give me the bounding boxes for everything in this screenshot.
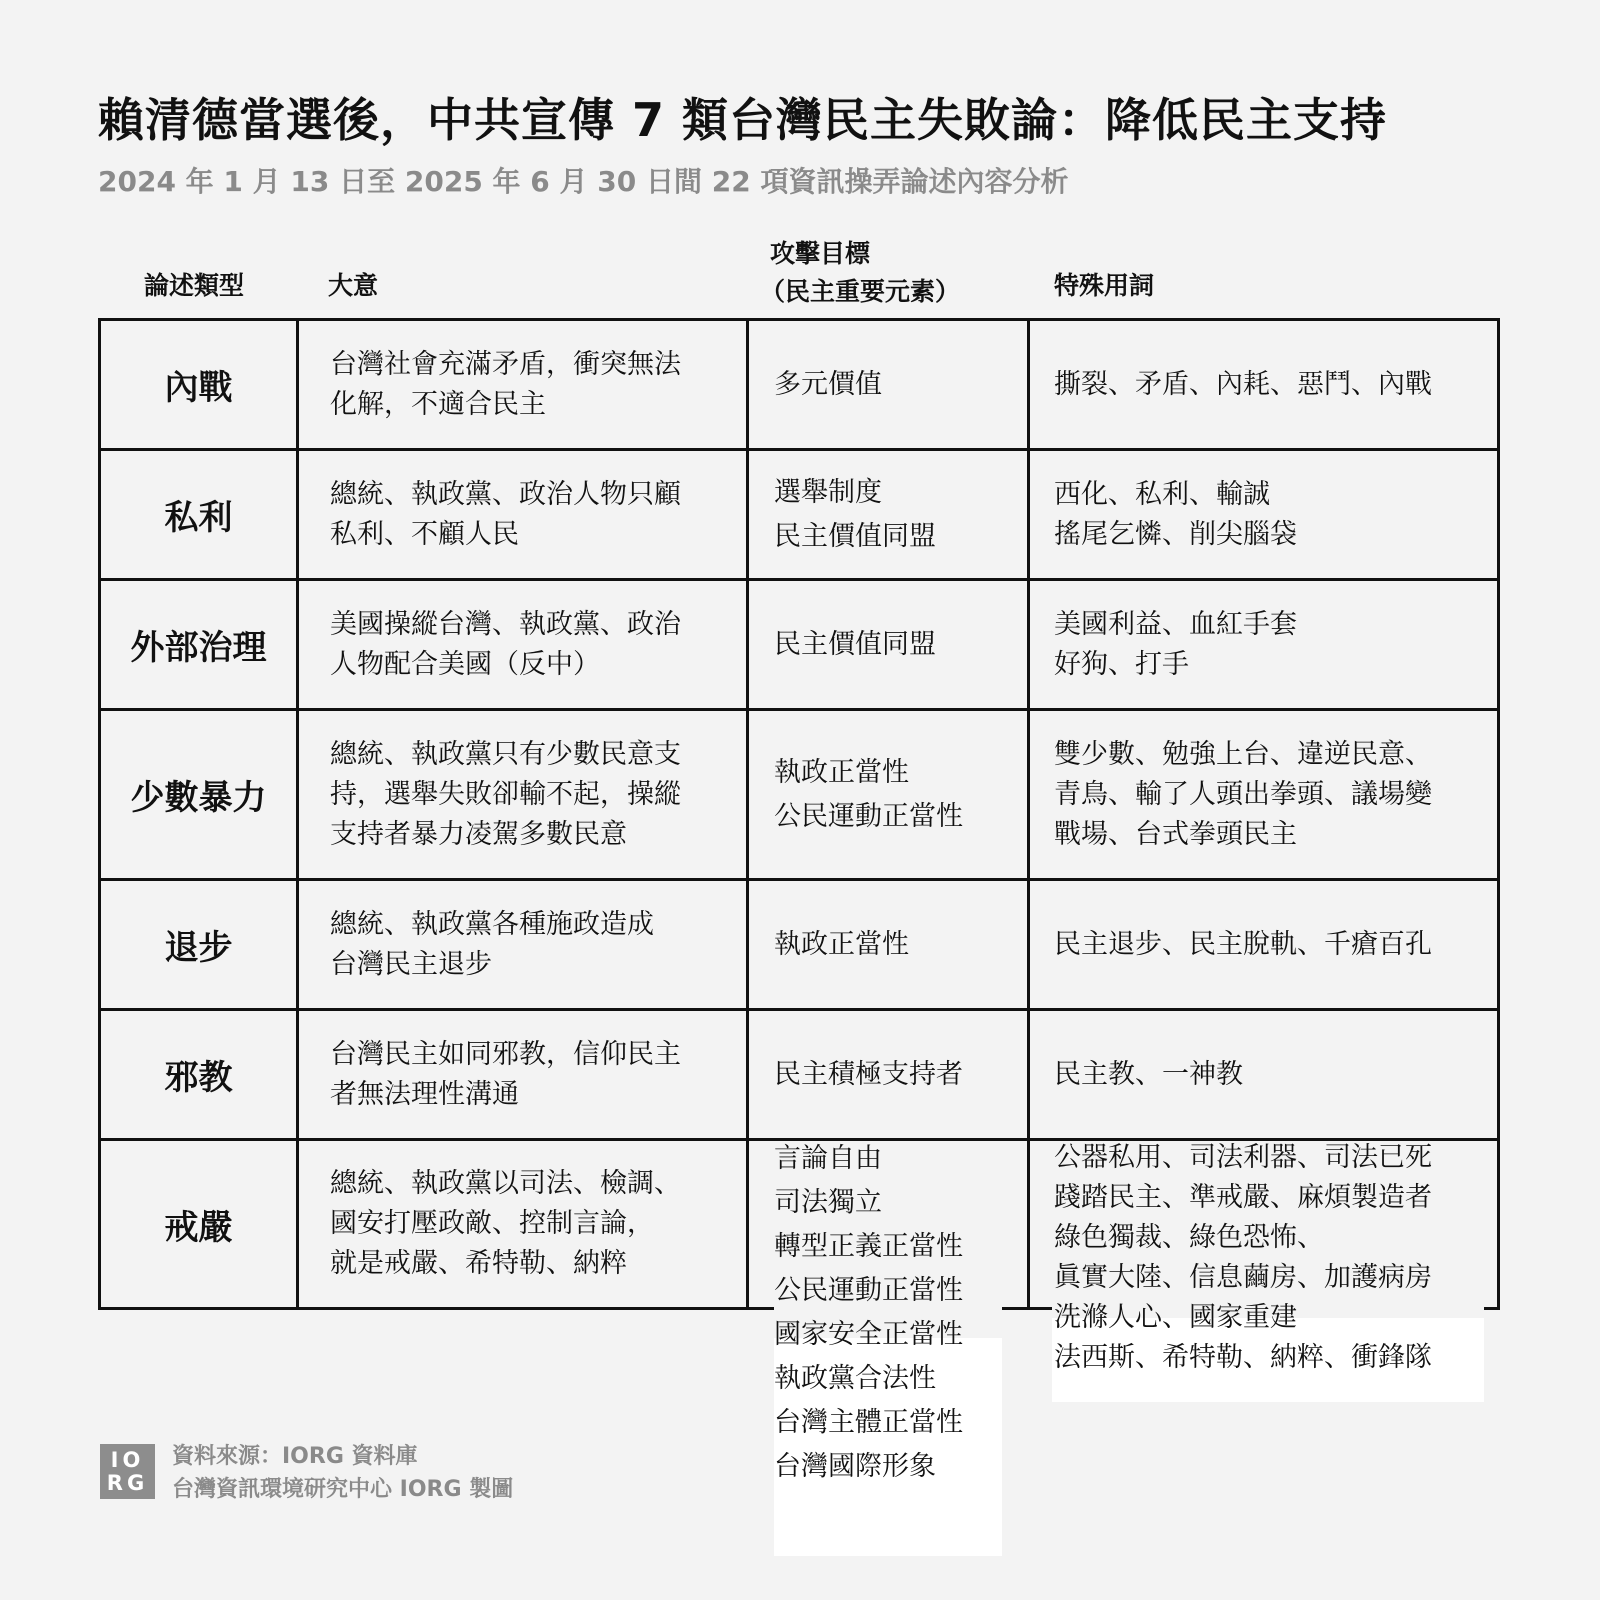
iorg-logo [100,1444,155,1499]
row-summary: 總統、執政黨各種施政造成 台灣民主退步 [330,908,654,980]
row-terms: 雙少數、勉強上台、違逆民意、 青鳥、輸了人頭出拳頭、議場變 戰場、台式拳頭民主 [1054,738,1432,850]
row-target: 執政正當性 公民運動正當性 [774,756,963,832]
header-summary: 大意 [328,271,379,300]
header-target-line1: 攻擊目標 [770,239,871,268]
row-target: 民主積極支持者 [774,1058,963,1090]
header-target-line2: （民主重要元素） [760,277,961,306]
row-terms: 民主教、一神教 [1054,1058,1243,1090]
column-divider [1027,318,1030,1310]
table-border [98,1307,774,1310]
column-divider [296,318,299,1310]
row-type: 邪教 [164,1058,233,1098]
row-target: 多元價值 [774,368,882,400]
page-title: 賴清德當選後，中共宣傳 7 類台灣民主失敗論：降低民主支持 [98,93,1388,147]
header-terms: 特殊用詞 [1054,271,1155,300]
column-divider [746,318,749,1310]
row-target: 執政正當性 [774,928,909,960]
header-type: 論述類型 [144,271,245,300]
row-target: 民主價值同盟 [774,628,936,660]
logo-line1: IO [110,1447,145,1472]
row-type: 私利 [164,498,233,538]
footer-source: 資料來源：IORG 資料庫 [172,1444,418,1469]
row-terms: 撕裂、矛盾、內耗、惡鬥、內戰 [1054,368,1432,400]
row-terms: 公器私用、司法利器、司法已死 踐踏民主、準戒嚴、麻煩製造者 綠色獨裁、綠色恐怖、 眞實大陸、信息繭房、加護病房 洗滌人心、國家重建 法西斯、希特勒、納粹、衝鋒隊 [1054,1142,1432,1373]
row-terms: 美國利益、血紅手套 好狗、打手 [1054,608,1297,680]
page-subtitle: 2024 年 1 月 13 日至 2025 年 6 月 30 日間 22 項資訊操弄論述內容分析 [98,165,1069,198]
row-terms: 西化、私利、輸誠 搖尾乞憐、削尖腦袋 [1054,478,1297,550]
row-summary: 台灣社會充滿矛盾，衝突無法 化解，不適合民主 [330,348,681,420]
header-target [760,235,961,311]
row-target: 言論自由 司法獨立 轉型正義正當性 公民運動正當性 國家安全正當性 執政黨合法性 台灣主體正當性 台灣國際形象 [774,1143,963,1482]
row-type: 少數暴力 [130,778,267,818]
row-type: 外部治理 [130,628,267,668]
row-type: 戒嚴 [164,1207,233,1248]
row-summary: 總統、執政黨以司法、檢調、 國安打壓政敵、控制言論， 就是戒嚴、希特勒、納粹 [330,1168,681,1279]
row-type: 內戰 [164,368,233,408]
footer-credits [172,1440,513,1506]
table-border [1497,318,1500,1310]
logo-line2: RG [106,1470,149,1495]
row-type: 退步 [164,928,233,968]
row-terms: 民主退步、民主脫軌、千瘡百孔 [1054,928,1432,960]
row-summary: 美國操縱台灣、執政黨、政治 人物配合美國（反中） [330,608,681,680]
row-summary: 台灣民主如同邪教，信仰民主 者無法理性溝通 [330,1038,681,1110]
row-summary: 總統、執政黨只有少數民意支 持，選舉失敗卻輸不起，操縱 支持者暴力凌駕多數民意 [330,738,681,850]
row-target: 選舉制度 民主價值同盟 [774,476,936,552]
row-summary: 總統、執政黨、政治人物只顧 私利、不顧人民 [330,478,681,550]
footer-credit: 台灣資訊環境研究中心 IORG 製圖 [172,1477,514,1502]
